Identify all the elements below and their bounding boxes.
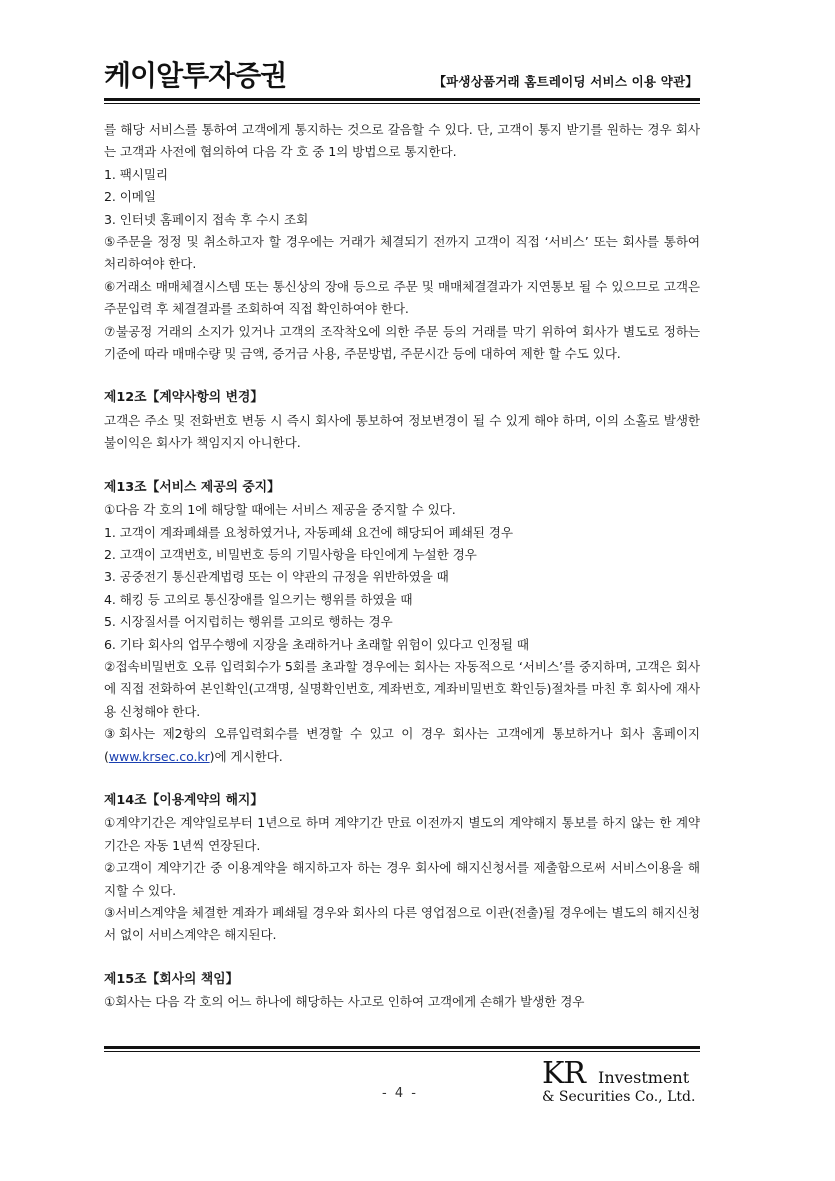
logo-text-securities: & Securities Co., Ltd. xyxy=(542,1089,696,1105)
footer-divider-thin xyxy=(104,1051,700,1052)
list-item: 2. 이메일 xyxy=(104,189,156,205)
article-12-text: 고객은 주소 및 전화번호 변동 시 즉시 회사에 통보하여 정보변경이 될 수 있게 해야 하며, 이의 소홀로 발생한 불이익은 회사가 책임지지 아니한다. xyxy=(104,412,700,451)
article-13-item xyxy=(104,723,700,768)
company-logo xyxy=(540,1058,700,1110)
article-13-item3-text-end: )에 게시한다. xyxy=(209,748,283,764)
homepage-link[interactable]: www.krsec.co.kr xyxy=(108,748,210,764)
footer-divider xyxy=(104,1046,700,1049)
document-body xyxy=(104,119,700,1014)
paragraph: 를 해당 서비스를 통하여 고객에게 통지하는 것으로 갈음할 수 있다. 단, 고객이 통지 받기를 원하는 경우 회사는 고객과 사전에 협의하여 다음 각 호 중 1의 방법으로 통지한다. xyxy=(104,122,700,160)
page-number: - 4 - xyxy=(382,1086,418,1101)
paragraph: ⑥거래소 매매체결시스템 또는 통신상의 장애 등으로 주문 및 매매체결결과가 지연통보 될 수 있으므로 고객은 주문입력 후 체결결과를 조회하여 직접 확인하여야 한다. xyxy=(104,278,700,317)
logo-text-investment: Investment xyxy=(598,1068,690,1087)
article-14-item: ③서비스계약을 체결한 계좌가 폐쇄될 경우와 회사의 다른 영업점으로 이관(전출)될 경우에는 별도의 해지신청서 없이 서비스계약은 해지된다. xyxy=(104,905,700,943)
article-14-item: ②고객이 계약기간 중 이용계약을 해지하고자 하는 경우 회사에 해지신청서를 제출함으로써 서비스이용을 해지할 수 있다. xyxy=(104,860,700,898)
article-14-heading: 제14조【이용계약의 해지】 xyxy=(104,792,264,808)
document-title: 【파생상품거래 홈트레이딩 서비스 이용 약관】 xyxy=(433,74,698,89)
page-header xyxy=(104,58,700,98)
article-13-item: 5. 시장질서를 어지럽히는 행위를 고의로 행하는 경우 xyxy=(104,614,393,630)
logo-kr-mark: KR xyxy=(542,1056,585,1091)
header-divider xyxy=(104,98,700,101)
header-divider-thin xyxy=(104,103,700,104)
article-13-item: ②접속비밀번호 오류 입력회수가 5회를 초과할 경우에는 회사는 자동적으로 ‘서비스’를 중지하며, 고객은 회사에 직접 전화하여 본인확인(고객명, 실명확인번호, 계좌번호, 계좌비밀번호 확인등)절차를 마친 후 회사에 재사용 신청해야 한다. xyxy=(104,658,700,719)
article-13-item3-text: ③회사는 제2항의 오류입력회수를 변경할 수 있고 이 경우 회사는 고객에게 통보하거나 회사 홈페이지( xyxy=(104,726,700,764)
article-13-item: 3. 공중전기 통신관계법령 또는 이 약관의 규정을 위반하였을 때 xyxy=(104,569,449,585)
article-14-item: ①계약기간은 계약일로부터 1년으로 하며 계약기간 만료 이전까지 별도의 계약해지 통보를 하지 않는 한 계약기간은 자동 1년씩 연장된다. xyxy=(104,815,700,853)
company-name: 케이알투자증권 xyxy=(104,59,287,92)
article-13-item: 1. 고객이 계좌폐쇄를 요청하였거나, 자동폐쇄 요건에 해당되어 폐쇄된 경우 xyxy=(104,524,513,540)
article-13-item: ①다음 각 호의 1에 해당할 때에는 서비스 제공을 중지할 수 있다. xyxy=(104,502,456,518)
article-15-item: ①회사는 다음 각 호의 어느 하나에 해당하는 사고로 인하여 고객에게 손해가 발생한 경우 xyxy=(104,994,585,1010)
article-13-heading: 제13조【서비스 제공의 중지】 xyxy=(104,479,280,495)
list-item: 1. 팩시밀리 xyxy=(104,166,168,182)
article-13-item: 2. 고객이 고객번호, 비밀번호 등의 기밀사항을 타인에게 누설한 경우 xyxy=(104,546,477,562)
paragraph: ⑦불공정 거래의 소지가 있거나 고객의 조작착오에 의한 주문 등의 거래를 막기 위하여 회사가 별도로 정하는 기준에 따라 매매수량 및 금액, 증거금 사용, 주문방법, 주문시간 등에 대하여 제한 할 수도 있다. xyxy=(104,323,700,362)
paragraph: ⑤주문을 정정 및 취소하고자 할 경우에는 거래가 체결되기 전까지 고객이 직접 ‘서비스’ 또는 회사를 통하여 처리하여야 한다. xyxy=(104,234,700,272)
article-13-item: 4. 해킹 등 고의로 통신장애를 일으키는 행위를 하였을 때 xyxy=(104,591,413,607)
list-item: 3. 인터넷 홈페이지 접속 후 수시 조회 xyxy=(104,211,309,227)
article-15-heading: 제15조【회사의 책임】 xyxy=(104,971,239,987)
article-13-item: 6. 기타 회사의 업무수행에 지장을 초래하거나 초래할 위험이 있다고 인정될 때 xyxy=(104,636,529,652)
article-12-heading: 제12조【계약사항의 변경】 xyxy=(104,390,264,406)
